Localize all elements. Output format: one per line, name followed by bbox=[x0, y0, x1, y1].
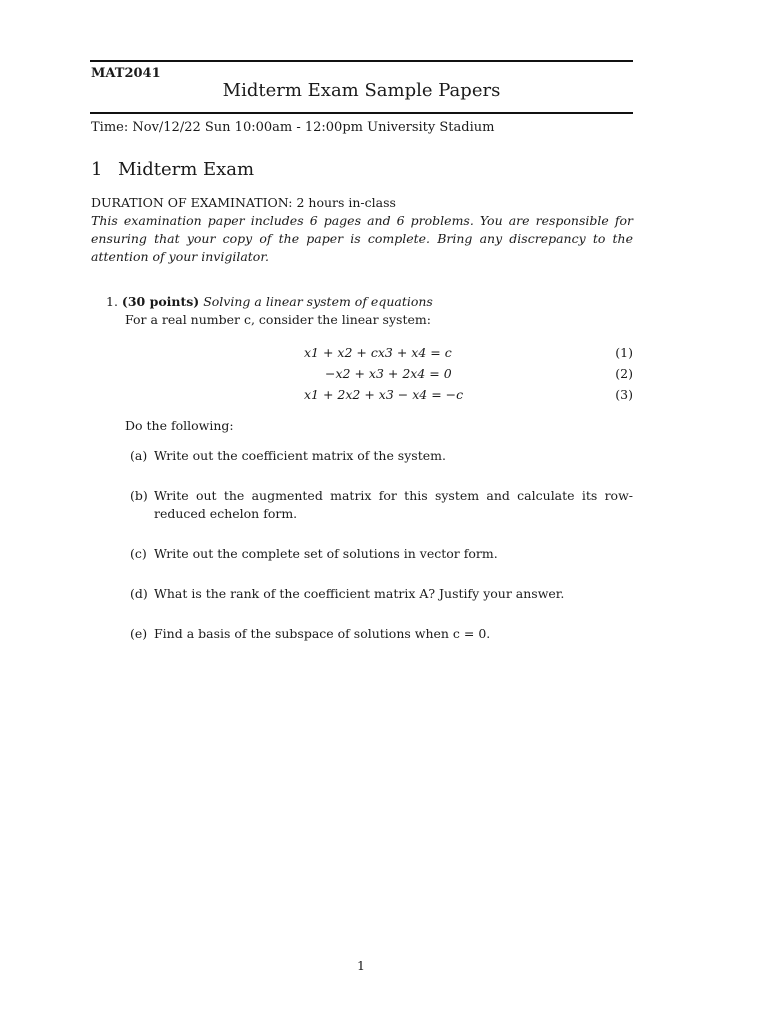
task-prompt: Do the following: bbox=[125, 418, 234, 433]
part-a-text: Write out the coefficient matrix of the system. bbox=[154, 448, 446, 463]
section-title: Midterm Exam bbox=[118, 159, 255, 180]
equation-1-label: (1) bbox=[615, 345, 633, 360]
part-e-label: (e) bbox=[130, 626, 148, 641]
equation-3-label: (3) bbox=[615, 387, 633, 402]
title-rule bbox=[90, 112, 633, 114]
equation-3: x1 + 2x2 + x3 − x4 = −c bbox=[304, 387, 464, 402]
problem-points: (30 points) bbox=[121, 294, 200, 309]
part-c-text: Write out the complete set of solutions in vector form. bbox=[154, 546, 498, 561]
top-rule bbox=[90, 60, 633, 62]
equation-2: −x2 + x3 + 2x4 = 0 bbox=[325, 366, 452, 381]
problem-heading bbox=[106, 294, 433, 309]
part-b-text: Write out the augmented matrix for this system and calculate its row-reduced echelon form. bbox=[154, 488, 633, 521]
document-title: Midterm Exam Sample Papers bbox=[222, 80, 501, 101]
equation-1: x1 + x2 + cx3 + x4 = c bbox=[304, 345, 452, 360]
part-a-label: (a) bbox=[130, 448, 148, 463]
part-e-text: Find a basis of the subspace of solutions when c = 0. bbox=[154, 626, 491, 641]
equation-2-label: (2) bbox=[615, 366, 633, 381]
part-c-label: (c) bbox=[130, 546, 147, 561]
part-c bbox=[130, 545, 633, 563]
exam-time: Time: Nov/12/22 Sun 10:00am - 12:00pm University Stadium bbox=[91, 120, 495, 135]
part-a bbox=[130, 447, 633, 465]
part-d bbox=[130, 585, 633, 603]
section-heading bbox=[91, 159, 254, 180]
course-code: MAT2041 bbox=[91, 66, 161, 81]
part-d-label: (d) bbox=[130, 586, 148, 601]
part-d-text: What is the rank of the coefficient matrix A? Justify your answer. bbox=[154, 586, 565, 601]
problem-topic: Solving a linear system of equations bbox=[203, 294, 433, 309]
problem-number: 1. bbox=[106, 294, 118, 309]
part-e bbox=[130, 625, 633, 643]
part-b-label: (b) bbox=[130, 488, 148, 503]
part-b bbox=[130, 487, 633, 523]
problem-intro: For a real number c, consider the linear system: bbox=[125, 312, 431, 327]
exam-instructions: This examination paper includes 6 pages and 6 problems. You are responsible for ensuring that your copy of the paper is complete. Bring any discrepancy to the attention of your invigilator. bbox=[91, 213, 633, 264]
exam-duration: DURATION OF EXAMINATION: 2 hours in-class bbox=[91, 195, 396, 210]
section-number: 1 bbox=[91, 159, 103, 180]
page-number: 1 bbox=[357, 958, 365, 973]
